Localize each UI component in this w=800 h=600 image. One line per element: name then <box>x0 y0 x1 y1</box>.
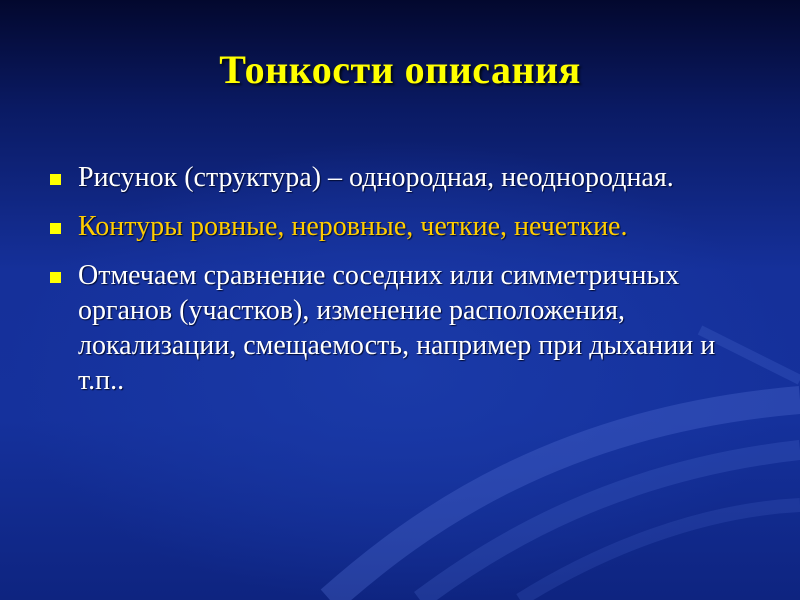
bullet-item-contours <box>48 209 763 244</box>
slide-title: Тонкости описания <box>219 47 581 92</box>
square-bullet-icon <box>50 272 61 283</box>
swirl-line <box>330 400 800 600</box>
bullet-item-structure <box>48 160 763 195</box>
square-bullet-icon <box>50 223 61 234</box>
swirl-line <box>520 505 800 600</box>
square-bullet-icon <box>50 174 61 185</box>
bullet-text: Отмечаем сравнение соседних или симметричных органов (участков), изменение расположения, локализации, смещаемость, например при дыхании и т.п.. <box>78 260 716 396</box>
bullet-item-comparison <box>48 258 763 398</box>
swirl-line <box>420 450 800 600</box>
bullet-list <box>48 160 763 412</box>
bullet-text: Контуры ровные, неровные, четкие, нечеткие. <box>78 211 628 242</box>
bullet-text: Рисунок (структура) – однородная, неоднородная. <box>78 162 674 193</box>
